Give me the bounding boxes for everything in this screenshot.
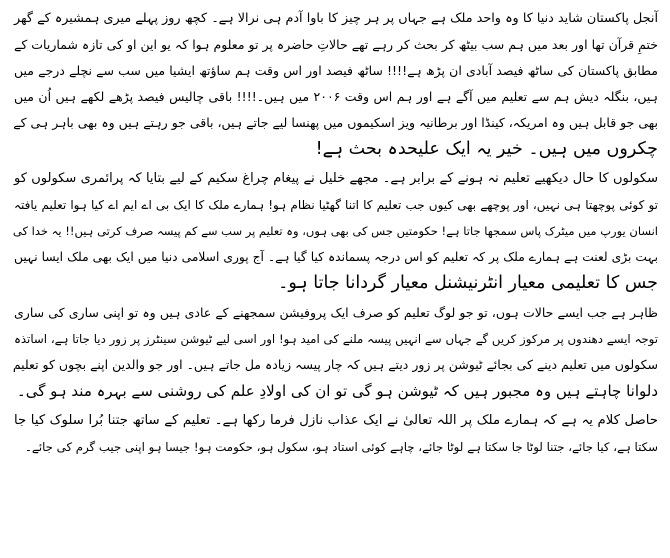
text-line: سکولوں کا حال دیکھیے تعلیم نہ ہونے کے برابر ہے۔ مجھے خلیل نے پیغام چراغ سکیم کے لیے بتایا کہ پرائمری سکولوں کو (14, 171, 658, 186)
text-line: سکتا ہے، کیا جائے، جتنا لوٹا جا سکتا ہے لوٹا جائے، چاہے کوئی استاد ہو، سکول ہو، حکومت ہو! جیسا ہو اپنی جیب گرم کی جائے۔ (25, 440, 658, 454)
text-line: جس کا تعلیمی معیار انٹرنیشنل معیار گردانا جاتا ہو۔ (278, 273, 658, 293)
text-line: دلوانا چاہتے ہیں وہ مجبور ہیں کہ ٹیوشن ہو گی تو ان کی اولادِ علم کی روشنی سے بہرہ مند ہو گی۔ (16, 382, 658, 400)
paragraph-tuition (14, 300, 658, 404)
text-line: حاصل کلام یہ ہے کہ ہمارے ملک پر اللہ تعالیٰ نے ایک عذاب نازل فرما رکھا ہے۔ تعلیم کے ساتھ جتنا بُرا سلوک کیا جا (14, 413, 658, 428)
paragraph-conclusion (14, 408, 658, 460)
text-line: ہیں، بنگلہ دیش ہم سے تعلیم میں آگے ہے اور ہم اس وقت ۲۰۰۶ میں ہیں۔!!!! باقی چالیس فیصد پڑھے لکھے ہیں اُن میں (14, 89, 659, 104)
text-line: انسان یورپ میں میٹرک پاس سمجھا جاتا ہے! حکومتیں جس کی بھی ہوں، وہ تعلیم پر سب سے کم پیسہ صرف کرتی ہیں!! یہ خدا کی (12, 224, 658, 238)
paragraph-schools (14, 166, 658, 296)
text-line: آنجل پاکستان شاید دنیا کا وہ واحد ملک ہے جہاں پر ہر چیز کا باوا آدم ہی نرالا ہے۔ کچھ روز پہلے میری ہمشیرہ کے گھر (14, 11, 658, 26)
text-line: بہت بڑی لعنت ہے ہمارے ملک پر کہ تعلیم کو اس درجہ پسماندہ کیا گیا ہے۔ آج پوری اسلامی دنیا میں ایک بھی ملک ایسا نہیں (14, 250, 658, 264)
text-line: ظاہر ہے جب ایسے حالات ہوں، تو جو لوگ تعلیم کو صرف ایک پروفیشن سمجھنے کے عادی ہیں وہ تو اپنی ساری کی ساری (14, 305, 658, 320)
text-line: توجہ ایسے دھندوں پر مرکوز کریں گے جہاں سے انہیں پیسہ ملنے کی امید ہو! اور اسی لیے ٹیوشن سینٹرز پر زور دیا جاتا ہے، اساتذہ (14, 332, 658, 346)
paragraph-intro (14, 6, 658, 162)
text-line: مطابق پاکستان کی ساٹھ فیصد آبادی ان پڑھ ہے!!!! ساٹھ فیصد اور اس وقت ہم ساؤتھ ایشیا میں سب سے نچلے درجے میں (14, 63, 658, 78)
text-line: ختمِ قرآن تھا اور بعد میں ہم سب بیٹھ کر بحث کر رہے تھے حالاتِ حاضرہ پر تو معلوم ہوا کہ یو این او کی تازہ شماریات کے (14, 37, 658, 52)
text-line: چکروں میں ہیں۔ خیر یہ ایک علیحدہ بحث ہے! (315, 139, 658, 159)
text-line: سکولوں میں تعلیم دینے کی بجائے ٹیوشن پر زور دیتے ہیں کہ چار پیسہ زیادہ مل جاتے ہیں۔ اور جو والدین اپنے بچوں کو تعلیم (12, 357, 658, 372)
text-line: تو کوئی پوچھتا ہی نہیں، اور پوچھے بھی کیوں جب تعلیم کا اتنا گھٹیا نظام ہو! ہمارے ملک کا ایک بی اے ایم اے کیا ہوا تعلیم یافتہ (14, 198, 658, 212)
text-line: بھی جو قابل ہیں وہ امریکہ، کینڈا اور برطانیہ ویز اسکیموں میں پھنسا لیے جاتے ہیں، باقی جو رہتے ہیں وہ بھی باہر ہی کے (13, 115, 658, 130)
